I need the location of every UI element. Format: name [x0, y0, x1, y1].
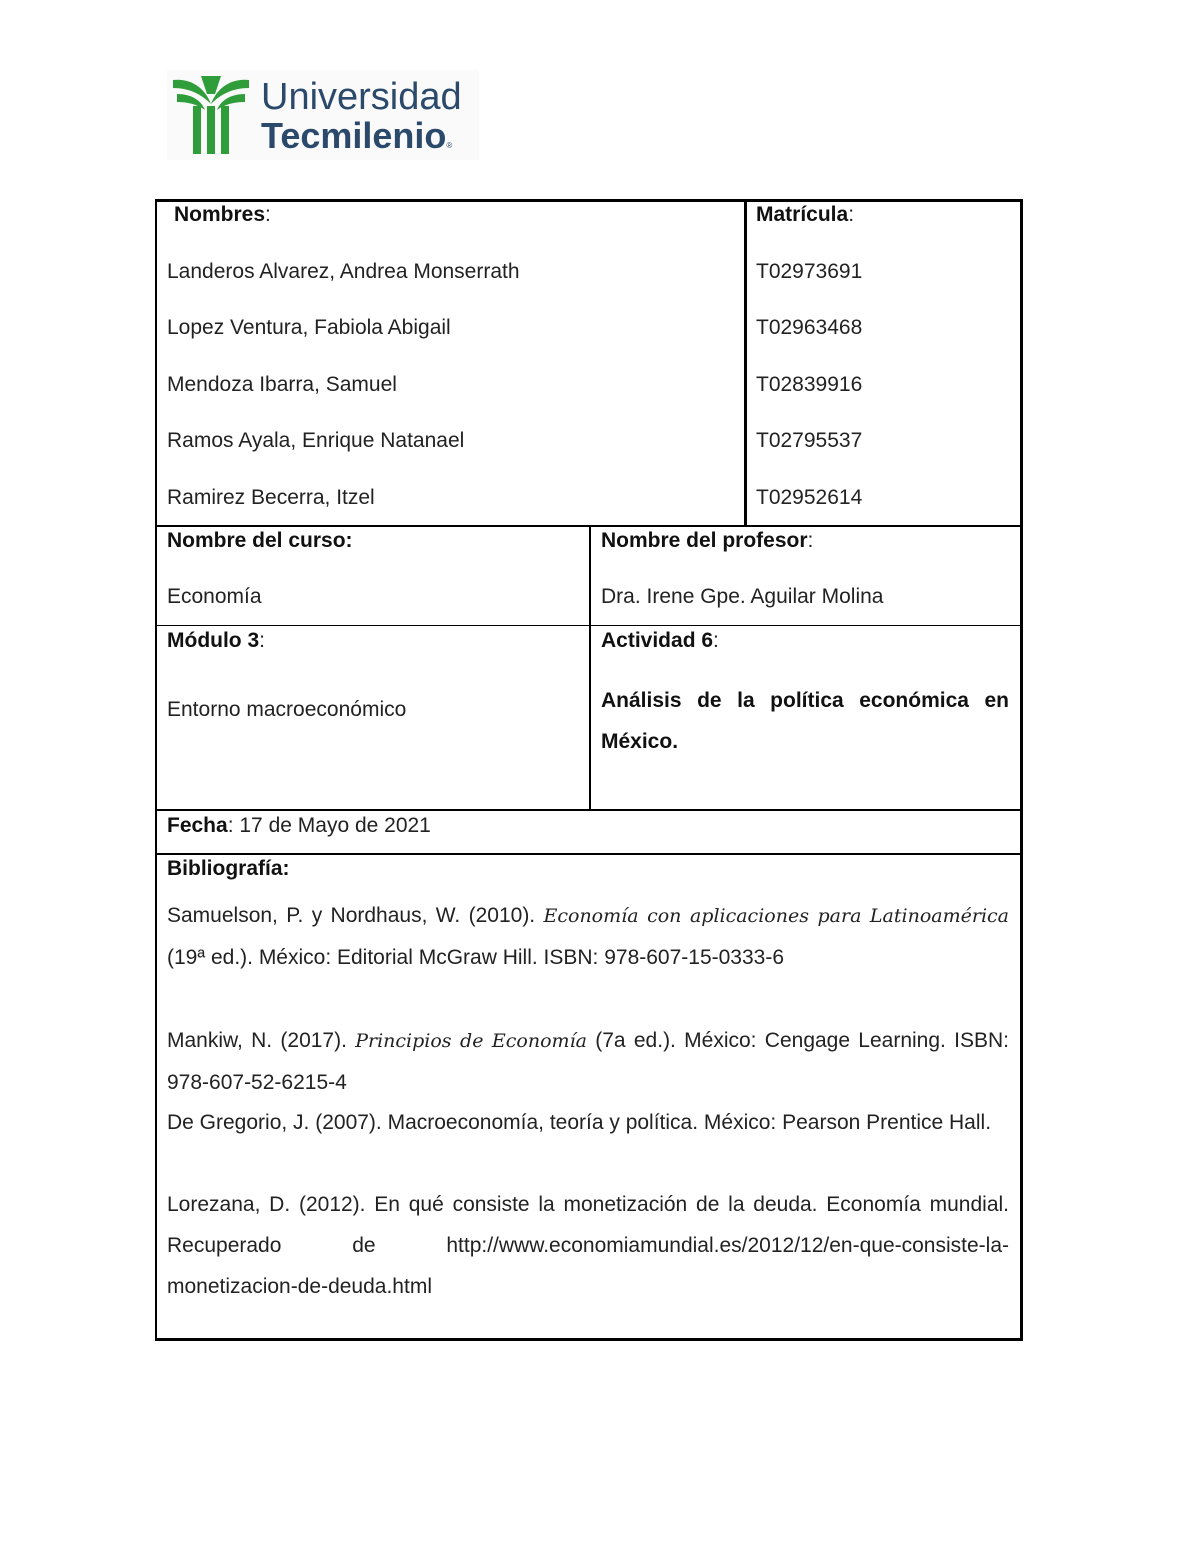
date-row: Fecha: 17 de Mayo de 2021: [167, 814, 431, 837]
student-id: T02839916: [756, 373, 863, 396]
student-name: Mendoza Ibarra, Samuel: [167, 373, 397, 396]
ref-2-title: Principios de Economía: [355, 1030, 587, 1052]
student-id: T02973691: [756, 260, 863, 283]
date-label: Fecha: [167, 814, 228, 837]
student-id: T02795537: [756, 429, 863, 452]
tecmilenio-emblem-icon: [171, 74, 251, 156]
date-value: 17 de Mayo de 2021: [233, 814, 431, 837]
registered-mark: ®: [446, 141, 453, 150]
activity-label-text: Actividad 6: [601, 629, 714, 652]
names-label: Nombres: [174, 203, 266, 226]
table-border-right: [1020, 199, 1023, 1341]
logo-line-2: [261, 115, 462, 156]
professor-value: Dra. Irene Gpe. Aguilar Molina: [601, 585, 884, 608]
module-label: Módulo 3:: [167, 629, 265, 652]
bibliography-heading: [167, 857, 290, 881]
table-border-bottom: [155, 1338, 1023, 1341]
student-name: Landeros Alvarez, Andrea Monserrath: [167, 260, 520, 283]
activity-label: Actividad 6:: [601, 629, 719, 652]
bibliography-ref-2: [167, 1020, 1009, 1103]
names-heading: Nombres:: [174, 203, 271, 226]
professor-label-text: Nombre del profesor: [601, 529, 808, 552]
ref-1-title: Economía con aplicaciones para Latinoamérica: [543, 905, 1009, 927]
id-label: Matrícula: [756, 203, 849, 226]
course-label-text: Nombre del curso:: [167, 529, 353, 552]
logo-line-2-text: Tecmilenio: [261, 115, 447, 156]
ref-2-rest: (7a ed.). México: Cengage Learning. ISBN: 978-607-52-6215-4: [167, 1029, 1009, 1094]
module-label-text: Módulo 3: [167, 629, 260, 652]
bibliography-ref-3: De Gregorio, J. (2007). Macroeconomía, teoría y política. México: Pearson Prentice Hall.: [167, 1111, 992, 1134]
row-divider-2: [155, 625, 1023, 626]
course-value: Economía: [167, 585, 262, 608]
module-value: Entorno macroeconómico: [167, 698, 407, 721]
bibliography-label: Bibliografía:: [167, 857, 290, 880]
student-name: Ramos Ayala, Enrique Natanael: [167, 429, 465, 452]
activity-title-line-1-text: Análisis de la política económica en: [601, 689, 1009, 712]
bibliography-ref-4: Lorezana, D. (2012). En qué consiste la monetización de la deuda. Economía mundial. Recuperado de http://www.economiamundial.es/2012/12/en-que-consiste-la-monetizacion-de-deuda.html: [167, 1193, 1009, 1298]
row-divider-4: [155, 853, 1023, 855]
id-heading: Matrícula:: [756, 203, 855, 226]
professor-label: Nombre del profesor:: [601, 529, 814, 552]
course-label: [167, 529, 353, 553]
ref-1-rest: (19ª ed.). México: Editorial McGraw Hill. ISBN: 978-607-15-0333-6: [167, 946, 785, 969]
student-id: T02963468: [756, 316, 863, 339]
bibliography-ref-1: [167, 895, 1009, 978]
info-column-divider: [589, 525, 591, 811]
ref-2-authors: Mankiw, N. (2017).: [167, 1029, 347, 1052]
table-border-left: [155, 199, 157, 1341]
row-divider-3: [155, 809, 1023, 811]
student-name: Ramirez Becerra, Itzel: [167, 486, 375, 509]
ref-1-authors: Samuelson, P. y Nordhaus, W. (2010).: [167, 904, 536, 927]
student-id: T02952614: [756, 486, 863, 509]
student-name: Lopez Ventura, Fabiola Abigail: [167, 316, 451, 339]
university-logo: [167, 70, 479, 160]
activity-title-line-2: [601, 730, 678, 754]
activity-title-line-2-text: México.: [601, 730, 679, 753]
table-border-top: [155, 199, 1023, 202]
logo-line-1: Universidad: [261, 76, 462, 118]
activity-title-line-1: [601, 689, 1009, 713]
students-column-divider: [744, 199, 747, 527]
